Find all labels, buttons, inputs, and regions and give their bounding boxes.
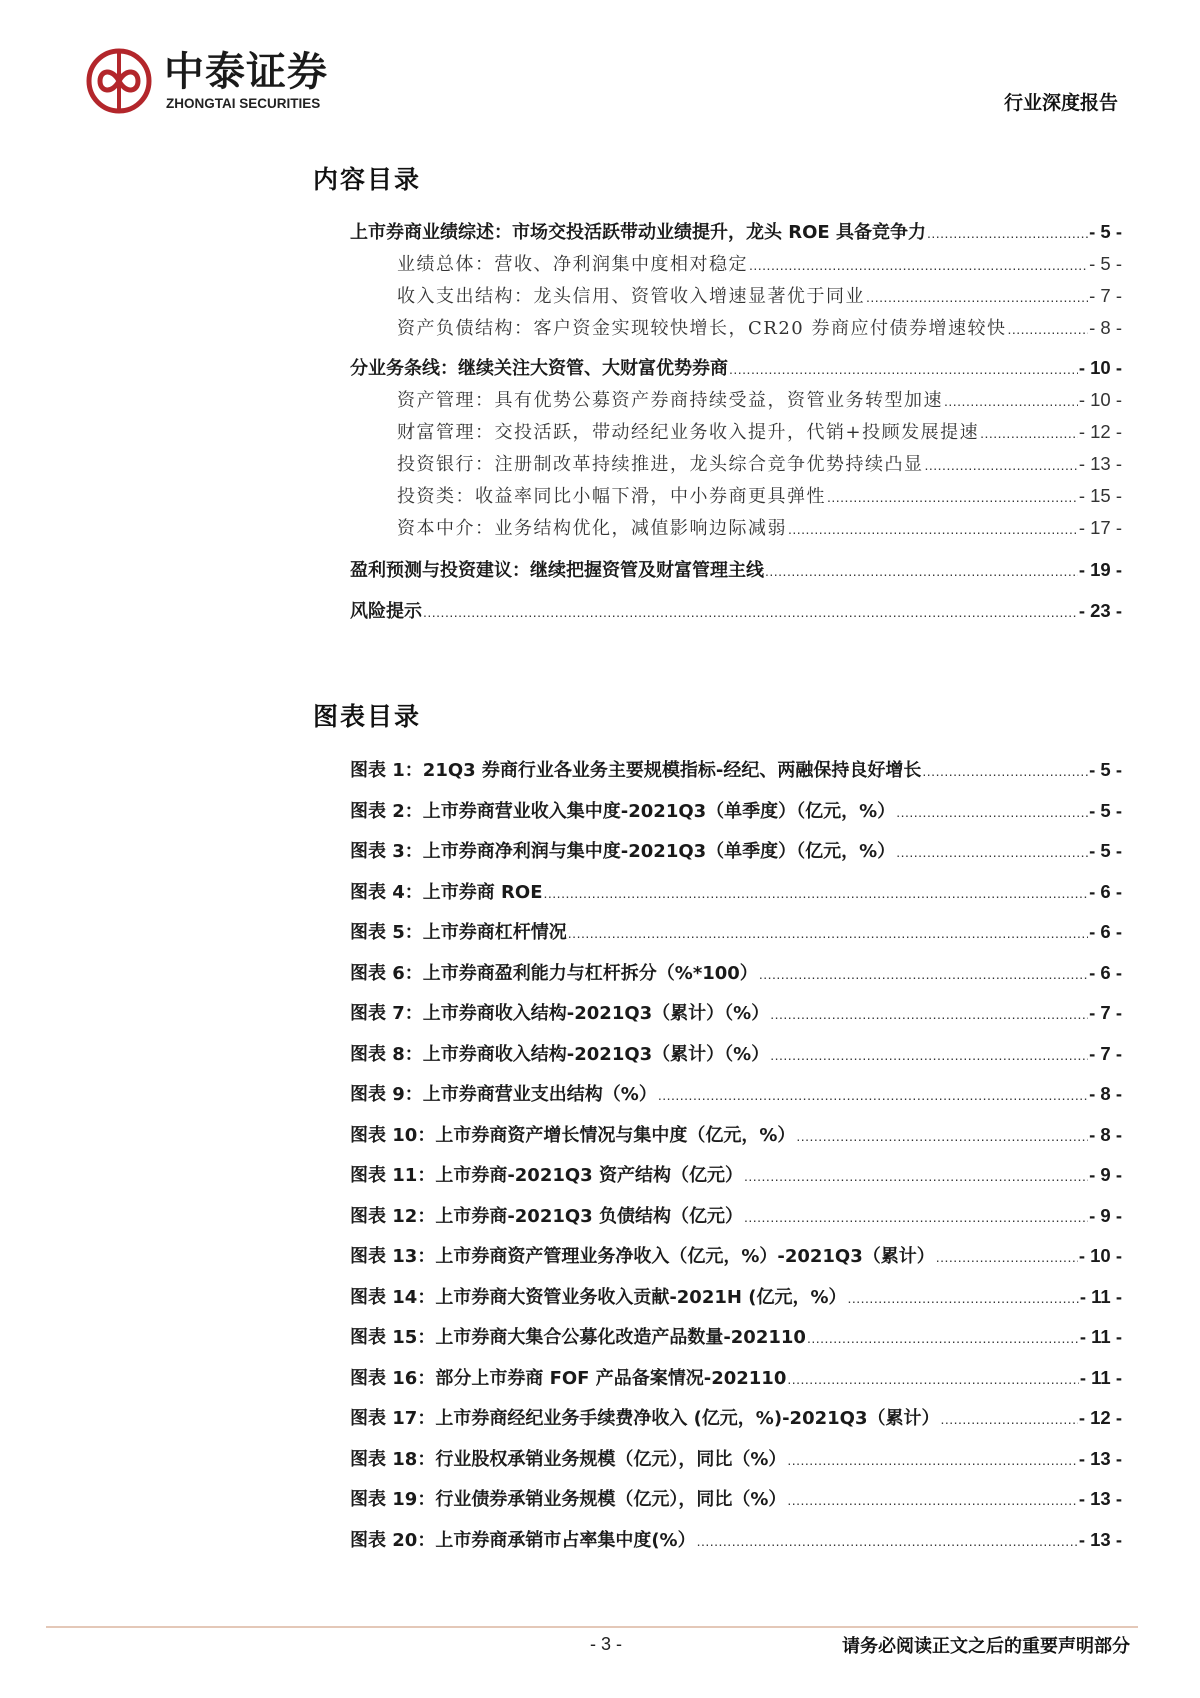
toc-entry-label: 资产管理：具有优势公募资产券商持续受益，资管业务转型加速	[397, 390, 943, 411]
toc-entry[interactable]	[350, 386, 1122, 412]
toc-entry-label: 盈利预测与投资建议：继续把握资管及财富管理主线	[350, 560, 764, 581]
toc-entry-page: - 10 -	[1078, 357, 1122, 378]
toc-entry-page: - 8 -	[1089, 317, 1122, 338]
figure-entry[interactable]	[350, 1323, 1122, 1349]
toc-entry[interactable]	[350, 450, 1122, 476]
leader-dots	[423, 604, 1078, 620]
figure-entry[interactable]	[350, 1445, 1122, 1471]
contents-title: 内容目录	[313, 165, 422, 194]
leader-dots	[922, 763, 1088, 779]
figure-entry-label: 图表 2：上市券商营业收入集中度-2021Q3（单季度）（亿元，%）	[350, 800, 896, 822]
figure-entry-label: 图表 16：部分上市券商 FOF 产品备案情况-202110	[350, 1367, 787, 1389]
figure-entry-page: - 8 -	[1089, 1083, 1122, 1104]
figure-entry[interactable]	[350, 1283, 1122, 1309]
leader-dots	[770, 1006, 1088, 1022]
figure-entry-label: 图表 20：上市券商承销市占率集中度(%）	[350, 1529, 696, 1551]
figure-entry-page: - 13 -	[1078, 1488, 1122, 1509]
logo-chinese-name: 中泰证券	[164, 49, 328, 95]
figure-entry[interactable]	[350, 1526, 1122, 1552]
toc-entry-page: - 23 -	[1078, 600, 1122, 621]
leader-dots	[759, 966, 1088, 982]
leader-dots	[940, 1411, 1077, 1427]
disclaimer-note: 请务必阅读正文之后的重要声明部分	[842, 1636, 1130, 1657]
toc-entry-page: - 10 -	[1078, 389, 1122, 410]
toc-entry-label: 资产负债结构：客户资金实现较快增长，CR20 券商应付债券增速较快	[397, 318, 1007, 339]
figure-entry-page: - 5 -	[1089, 799, 1122, 821]
leader-dots	[866, 289, 1088, 305]
leader-dots	[765, 563, 1078, 579]
figure-entry[interactable]	[350, 1161, 1122, 1187]
leader-dots	[544, 885, 1089, 901]
figure-entry-page: - 9 -	[1089, 1164, 1122, 1185]
figure-entry-label: 图表 14：上市券商大资管业务收入贡献-2021H (亿元，%）	[350, 1286, 847, 1308]
figure-entry-label: 图表 8：上市券商收入结构-2021Q3（累计）（%）	[350, 1043, 770, 1065]
figure-entry[interactable]	[350, 1080, 1122, 1106]
leader-dots	[788, 521, 1078, 537]
figure-entry-page: - 11 -	[1079, 1366, 1122, 1388]
figure-entry-label: 图表 11：上市券商-2021Q3 资产结构（亿元）	[350, 1165, 743, 1186]
figure-entry-label: 图表 6：上市券商盈利能力与杠杆拆分（%*100）	[350, 962, 758, 984]
toc-entry-label: 业绩总体：营收、净利润集中度相对稳定	[397, 254, 748, 275]
footer-divider	[46, 1626, 1138, 1628]
figure-entry-page: - 13 -	[1078, 1528, 1122, 1550]
leader-dots	[787, 1371, 1078, 1387]
figure-entry-label: 图表 9：上市券商营业支出结构（%）	[350, 1084, 657, 1105]
toc-entry[interactable]	[350, 514, 1122, 540]
toc-entry-page: - 19 -	[1078, 559, 1122, 580]
leader-dots	[1007, 321, 1088, 337]
figure-entry-page: - 8 -	[1089, 1123, 1122, 1145]
toc-entry-label: 投资类：收益率同比小幅下滑，中小券商更具弹性	[397, 486, 826, 507]
toc-entry-label: 分业务条线：继续关注大资管、大财富优势券商	[350, 358, 728, 379]
figure-entry-label: 图表 17：上市券商经纪业务手续费净收入 (亿元，%)-2021Q3（累计）	[350, 1408, 940, 1429]
leader-dots	[744, 1168, 1088, 1184]
figure-entry-page: - 13 -	[1078, 1447, 1122, 1469]
toc-entry-page: - 17 -	[1078, 517, 1122, 538]
figure-entry-page: - 6 -	[1089, 961, 1122, 983]
toc-entry-label: 投资银行：注册制改革持续推进，龙头综合竞争优势持续凸显	[397, 454, 924, 475]
leader-dots	[944, 393, 1078, 409]
leader-dots	[568, 925, 1088, 941]
figure-entry-page: - 7 -	[1089, 1042, 1122, 1064]
figure-entry-label: 图表 12：上市券商-2021Q3 负债结构（亿元）	[350, 1205, 743, 1227]
leader-dots	[847, 1290, 1078, 1306]
logo-english-name: ZHONGTAI SECURITIES	[166, 96, 321, 111]
figure-entry[interactable]	[350, 959, 1122, 985]
toc-entry-label: 收入支出结构：龙头信用、资管收入增速显著优于同业	[397, 286, 865, 307]
figures-title: 图表目录	[313, 702, 422, 731]
figure-entry[interactable]	[350, 1364, 1122, 1390]
figure-entry[interactable]	[350, 1242, 1122, 1268]
figure-entry-page: - 6 -	[1089, 880, 1122, 902]
figure-entry-label: 图表 19：行业债券承销业务规模（亿元），同比（%）	[350, 1489, 787, 1510]
figure-entry-page: - 5 -	[1089, 840, 1122, 861]
toc-entry[interactable]	[350, 482, 1122, 508]
figure-entry-page: - 7 -	[1089, 1002, 1122, 1023]
figure-entry-label: 图表 13：上市券商资产管理业务净收入（亿元，%）-2021Q3（累计）	[350, 1246, 935, 1267]
page-number: - 3 -	[590, 1634, 623, 1654]
leader-dots	[658, 1087, 1088, 1103]
figure-entry[interactable]	[350, 1404, 1122, 1430]
figure-entry-label: 图表 7：上市券商收入结构-2021Q3（累计）（%）	[350, 1003, 770, 1024]
report-type-label: 行业深度报告	[1003, 92, 1118, 114]
leader-dots	[697, 1533, 1078, 1549]
toc-entry-page: - 13 -	[1078, 453, 1122, 474]
leader-dots	[807, 1330, 1079, 1346]
leader-dots	[896, 804, 1088, 820]
figure-entry-label: 图表 4：上市券商 ROE	[350, 881, 543, 903]
figure-entry-page: - 11 -	[1079, 1285, 1122, 1307]
figure-entry-page: - 10 -	[1078, 1245, 1122, 1266]
toc-entry-page: - 5 -	[1089, 221, 1122, 242]
leader-dots	[749, 257, 1088, 273]
toc-entry[interactable]	[350, 354, 1122, 380]
figure-entry-label: 图表 5：上市券商杠杆情况	[350, 922, 567, 943]
toc-entry-page: - 5 -	[1089, 253, 1122, 274]
figure-entry[interactable]	[350, 918, 1122, 944]
figure-entry-label: 图表 10：上市券商资产增长情况与集中度（亿元，%）	[350, 1124, 796, 1146]
figure-entry-label: 图表 1：21Q3 券商行业各业务主要规模指标-经纪、两融保持良好增长	[350, 760, 922, 781]
figure-entry-page: - 5 -	[1089, 759, 1122, 780]
toc-entry-label: 上市券商业绩综述：市场交投活跃带动业绩提升，龙头 ROE 具备竞争力	[350, 222, 926, 243]
toc-entry[interactable]	[350, 218, 1122, 244]
leader-dots	[827, 489, 1078, 505]
figure-entry[interactable]	[350, 1202, 1122, 1228]
leader-dots	[787, 1452, 1077, 1468]
figure-entry-page: - 11 -	[1079, 1326, 1122, 1347]
figure-entry-label: 图表 15：上市券商大集合公募化改造产品数量-202110	[350, 1327, 806, 1348]
toc-entry[interactable]	[350, 314, 1122, 340]
leader-dots	[927, 225, 1088, 241]
toc-entry-page: - 7 -	[1089, 285, 1122, 306]
leader-dots	[796, 1128, 1088, 1144]
toc-entry-label: 风险提示	[350, 601, 422, 622]
figure-entry[interactable]	[350, 1485, 1122, 1511]
figure-entry[interactable]	[350, 837, 1122, 863]
leader-dots	[787, 1492, 1077, 1508]
leader-dots	[896, 844, 1088, 860]
toc-entry[interactable]	[350, 597, 1122, 623]
figure-entry-label: 图表 18：行业股权承销业务规模（亿元），同比（%）	[350, 1448, 787, 1470]
leader-dots	[936, 1249, 1078, 1265]
figure-entry[interactable]	[350, 1040, 1122, 1066]
figure-entry-label: 图表 3：上市券商净利润与集中度-2021Q3（单季度）（亿元，%）	[350, 841, 896, 862]
toc-entry[interactable]	[350, 556, 1122, 582]
toc-entry[interactable]	[350, 282, 1122, 308]
leader-dots	[744, 1209, 1088, 1225]
toc-entry[interactable]	[350, 418, 1122, 444]
figure-entry-page: - 6 -	[1089, 921, 1122, 942]
leader-dots	[729, 361, 1078, 377]
figure-entry[interactable]	[350, 1121, 1122, 1147]
zhongtai-logo-icon	[86, 48, 152, 114]
figure-entry[interactable]	[350, 797, 1122, 823]
leader-dots	[925, 457, 1078, 473]
figure-entry-page: - 12 -	[1078, 1407, 1122, 1428]
toc-entry-page: - 12 -	[1078, 421, 1122, 442]
toc-entry-label: 资本中介：业务结构优化，减值影响边际减弱	[397, 518, 787, 539]
leader-dots	[980, 425, 1078, 441]
toc-entry[interactable]	[350, 250, 1122, 276]
leader-dots	[770, 1047, 1088, 1063]
company-logo	[86, 48, 366, 118]
toc-entry-page: - 15 -	[1078, 485, 1122, 506]
figure-entry-page: - 9 -	[1089, 1204, 1122, 1226]
toc-entry-label: 财富管理：交投活跃，带动经纪业务收入提升，代销+投顾发展提速	[397, 422, 980, 443]
figure-entry[interactable]	[350, 878, 1122, 904]
figure-entry[interactable]	[350, 999, 1122, 1025]
figure-entry[interactable]	[350, 756, 1122, 782]
